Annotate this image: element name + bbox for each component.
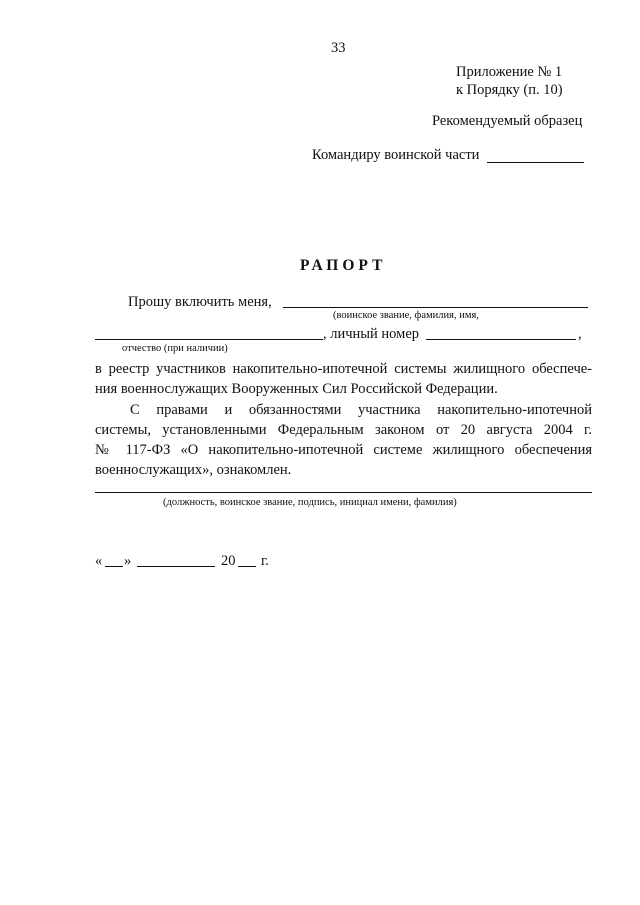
personal-number-blank[interactable] (426, 339, 576, 340)
military-unit-blank[interactable] (487, 162, 584, 163)
date-year-prefix: 20 (221, 553, 236, 569)
date-day-blank[interactable] (105, 566, 123, 567)
body-para2-line3: № 117-ФЗ «О накопительно-ипотечной системе жилищного обеспечения (95, 442, 592, 458)
date-month-blank[interactable] (137, 566, 215, 567)
page-number: 33 (331, 40, 346, 56)
signature-blank[interactable] (95, 492, 592, 493)
personal-number-label: , личный номер (323, 326, 420, 342)
appendix-line-1: Приложение № 1 (456, 64, 563, 80)
body-para1-line2: ния военнослужащих Вооруженных Сил Российской Федерации. (95, 381, 498, 397)
patronymic-hint: отчество (при наличии) (122, 343, 228, 354)
body-para1-line1: в реестр участников накопительно-ипотечной системы жилищного обеспече- (95, 361, 592, 377)
body-para2-line2: системы, установленными Федеральным законом от 20 августа 2004 г. (95, 422, 592, 438)
document-title: РАПОРТ (300, 257, 387, 274)
body-para2-line4: военнослужащих», ознакомлен. (95, 462, 292, 478)
request-intro: Прошу включить меня, (128, 294, 272, 310)
date-open-quote: « (95, 553, 103, 569)
date-year-blank[interactable] (238, 566, 256, 567)
rank-name-hint: (воинское звание, фамилия, имя, (333, 310, 479, 321)
date-close-quote: » (124, 553, 132, 569)
rank-name-blank[interactable] (283, 307, 588, 308)
appendix-line-2: к Порядку (п. 10) (456, 82, 563, 98)
body-para2-line1: С правами и обязанностями участника накопительно-ипотечной (130, 402, 592, 418)
signature-hint: (должность, воинское звание, подпись, инициал имени, фамилия) (163, 497, 457, 508)
patronymic-blank[interactable] (95, 339, 323, 340)
personal-number-comma: , (578, 326, 582, 342)
recommended-sample-label: Рекомендуемый образец (432, 113, 583, 129)
date-year-suffix: г. (261, 553, 269, 569)
addressee-label: Командиру воинской части (312, 147, 480, 163)
